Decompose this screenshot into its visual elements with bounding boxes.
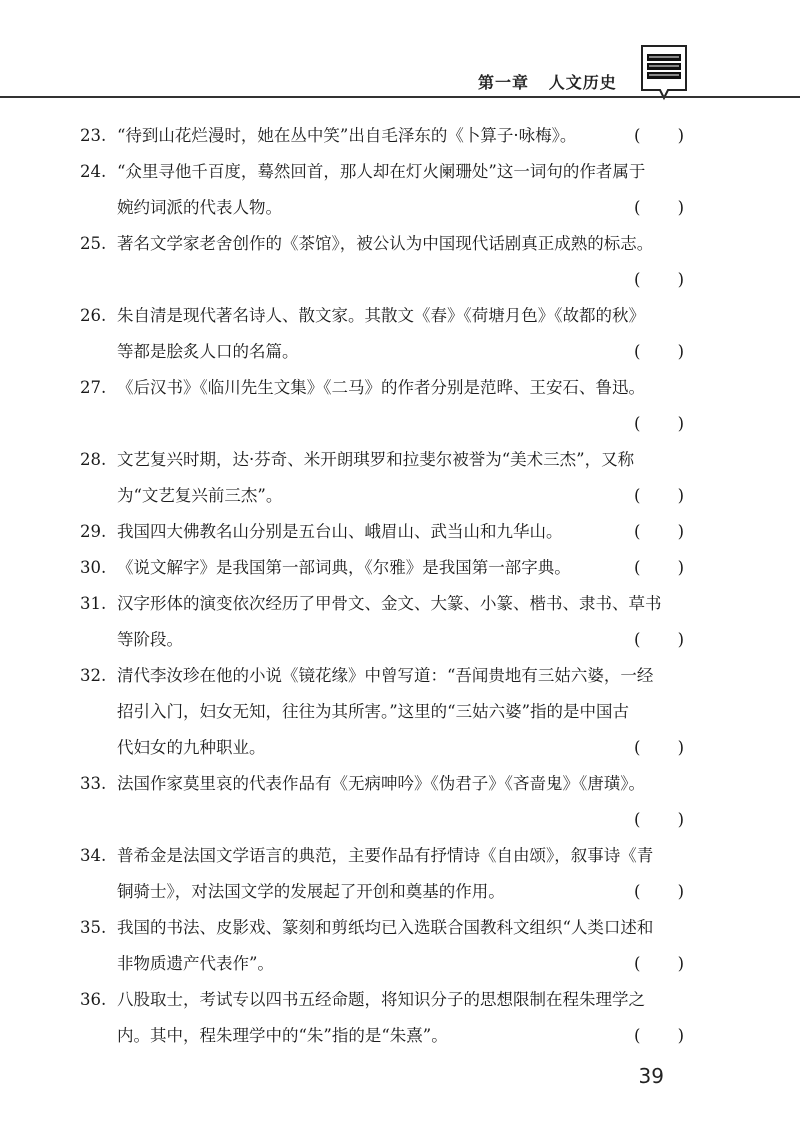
paren-open: ( (634, 1026, 641, 1045)
answer-parentheses (634, 262, 684, 298)
question-item (80, 514, 692, 550)
paren-open: ( (634, 738, 641, 757)
answer-parentheses (634, 190, 684, 226)
question-text-line (117, 982, 692, 1018)
question-text: 为“文艺复兴前三杰”。 (117, 486, 283, 505)
question-text: 清代李汝珍在他的小说《镜花缘》中曾写道：“吾闻贵地有三姑六婆，一经 (117, 666, 654, 685)
question-text: 文艺复兴时期，达·芬奇、米开朗琪罗和拉斐尔被誉为“美术三杰”，又称 (117, 450, 635, 469)
question-number: 23. (80, 126, 107, 145)
chapter-label: 第一章 (478, 73, 530, 92)
paren-close: ) (677, 630, 684, 649)
page-number: 39 (638, 1064, 664, 1088)
question-number: 24. (80, 162, 107, 181)
question-text-line (117, 910, 692, 946)
answer-line (117, 406, 692, 442)
answer-parentheses (634, 874, 684, 910)
book-icon (638, 40, 690, 102)
paren-close: ) (677, 558, 684, 577)
question-item (80, 838, 692, 910)
question-text-line (117, 946, 692, 982)
question-text-line (117, 658, 692, 694)
paren-open: ( (634, 522, 641, 541)
paren-open: ( (634, 882, 641, 901)
question-item (80, 766, 692, 838)
paren-close: ) (677, 126, 684, 145)
question-number: 32. (80, 666, 107, 685)
question-text: 我国四大佛教名山分别是五台山、峨眉山、武当山和九华山。 (117, 522, 563, 541)
question-text-line (117, 838, 692, 874)
question-item (80, 982, 692, 1054)
paren-open: ( (634, 558, 641, 577)
question-number: 33. (80, 774, 107, 793)
question-number: 26. (80, 306, 107, 325)
question-text-line (117, 154, 692, 190)
question-item (80, 550, 692, 586)
question-number: 27. (80, 378, 107, 397)
question-item (80, 910, 692, 982)
answer-parentheses (634, 1018, 684, 1054)
question-text-line (117, 874, 692, 910)
paren-close: ) (677, 810, 684, 829)
paren-open: ( (634, 810, 641, 829)
paren-open: ( (634, 342, 641, 361)
question-text-line (117, 118, 692, 154)
question-text: 我国的书法、皮影戏、篆刻和剪纸均已入选联合国教科文组织“人类口述和 (117, 918, 654, 937)
answer-parentheses (634, 478, 684, 514)
question-text: 朱自清是现代著名诗人、散文家。其散文《春》《荷塘月色》《故都的秋》 (117, 306, 645, 325)
question-text: 普希金是法国文学语言的典范，主要作品有抒情诗《自由颂》，叙事诗《青 (117, 846, 654, 865)
paren-close: ) (677, 270, 684, 289)
question-text: 著名文学家老舍创作的《茶馆》，被公认为中国现代话剧真正成熟的标志。 (117, 234, 654, 253)
answer-parentheses (634, 406, 684, 442)
question-text-line (117, 550, 692, 586)
chapter-name: 人文历史 (548, 73, 617, 92)
question-item (80, 370, 692, 442)
answer-parentheses (634, 622, 684, 658)
question-text: 八股取士，考试专以四书五经命题，将知识分子的思想限制在程朱理学之 (117, 990, 645, 1009)
paren-close: ) (677, 1026, 684, 1045)
question-number: 36. (80, 990, 107, 1009)
question-number: 25. (80, 234, 107, 253)
paren-open: ( (634, 126, 641, 145)
question-text-line (117, 766, 692, 802)
question-text: “待到山花烂漫时，她在丛中笑”出自毛泽东的《卜算子·咏梅》。 (117, 126, 577, 145)
question-text: 等都是脍炙人口的名篇。 (117, 342, 299, 361)
question-text-line (117, 190, 692, 226)
question-item (80, 442, 692, 514)
question-text-line (117, 1018, 692, 1054)
answer-parentheses (634, 802, 684, 838)
chapter-title (478, 70, 617, 93)
answer-parentheses (634, 118, 684, 154)
paren-open: ( (634, 954, 641, 973)
question-text: 《后汉书》《临川先生文集》《二马》的作者分别是范晔、王安石、鲁迅。 (117, 378, 645, 397)
question-text: 《说文解字》是我国第一部词典，《尔雅》是我国第一部字典。 (117, 558, 571, 577)
question-item (80, 226, 692, 298)
paren-close: ) (677, 738, 684, 757)
paren-close: ) (677, 954, 684, 973)
question-text: 非物质遗产代表作”。 (117, 954, 274, 973)
question-number: 28. (80, 450, 107, 469)
answer-line (117, 262, 692, 298)
paren-open: ( (634, 630, 641, 649)
question-text: 汉字形体的演变依次经历了甲骨文、金文、大篆、小篆、楷书、隶书、草书 (117, 594, 662, 613)
answer-parentheses (634, 946, 684, 982)
question-item (80, 658, 692, 766)
question-text-line (117, 370, 692, 406)
question-text: 婉约词派的代表人物。 (117, 198, 282, 217)
question-text-line (117, 514, 692, 550)
question-text-line (117, 442, 692, 478)
answer-parentheses (634, 550, 684, 586)
question-number: 35. (80, 918, 107, 937)
question-text-line (117, 226, 692, 262)
answer-line (117, 802, 692, 838)
paren-close: ) (677, 198, 684, 217)
question-text-line (117, 334, 692, 370)
question-text: 铜骑士》，对法国文学的发展起了开创和奠基的作用。 (117, 882, 505, 901)
paren-close: ) (677, 342, 684, 361)
answer-parentheses (634, 514, 684, 550)
paren-close: ) (677, 882, 684, 901)
question-text: “众里寻他千百度，蓦然回首，那人却在灯火阑珊处”这一词句的作者属于 (117, 162, 646, 181)
paren-open: ( (634, 198, 641, 217)
header-divider (0, 96, 800, 98)
answer-parentheses (634, 730, 684, 766)
paren-close: ) (677, 486, 684, 505)
question-text-line (117, 478, 692, 514)
question-number: 30. (80, 558, 107, 577)
question-text-line (117, 694, 692, 730)
paren-close: ) (677, 522, 684, 541)
paren-open: ( (634, 486, 641, 505)
question-number: 29. (80, 522, 107, 541)
answer-parentheses (634, 334, 684, 370)
question-item (80, 154, 692, 226)
question-text: 招引入门，妇女无知，往往为其所害。”这里的“三姑六婆”指的是中国古 (117, 702, 630, 721)
paren-close: ) (677, 414, 684, 433)
question-text: 等阶段。 (117, 630, 183, 649)
question-text: 法国作家莫里哀的代表作品有《无病呻吟》《伪君子》《吝啬鬼》《唐璜》。 (117, 774, 645, 793)
question-text: 代妇女的九种职业。 (117, 738, 266, 757)
question-item (80, 586, 692, 658)
question-text-line (117, 298, 692, 334)
question-text-line (117, 622, 692, 658)
question-list (80, 118, 692, 1054)
paren-open: ( (634, 270, 641, 289)
paren-open: ( (634, 414, 641, 433)
question-item (80, 118, 692, 154)
question-text: 内。其中，程朱理学中的“朱”指的是“朱熹”。 (117, 1026, 448, 1045)
question-item (80, 298, 692, 370)
question-text-line (117, 730, 692, 766)
question-text-line (117, 586, 692, 622)
question-number: 31. (80, 594, 107, 613)
question-number: 34. (80, 846, 107, 865)
